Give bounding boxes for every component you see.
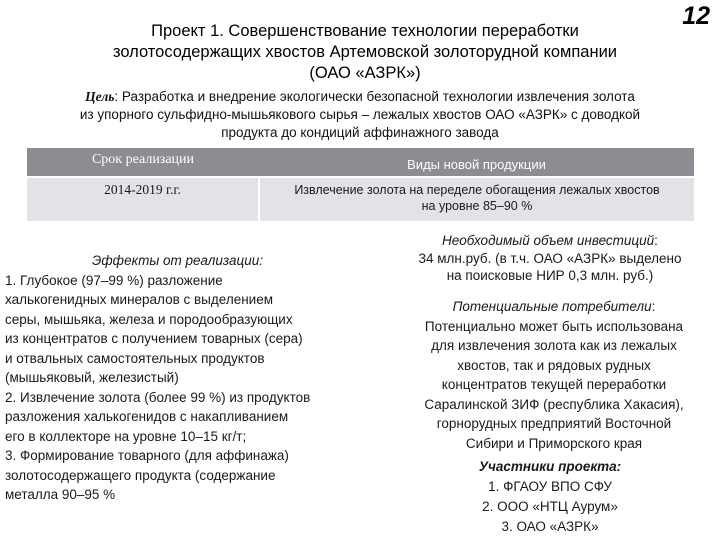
consumers-line: Потенциально может быть использована (424, 318, 684, 334)
table-row (27, 177, 694, 221)
participant-item: 2. ООО «НТЦ Аурум» (482, 499, 618, 514)
effects-line: его в коллекторе на уровне 10–15 кг/т; (5, 428, 247, 444)
goal-text: : Разработка и внедрение экологически безопасной технологии извлечения золота (114, 89, 635, 104)
effects-line: и отвальных самостоятельных продуктов (5, 350, 265, 366)
consumers-title: Потенциальные потребители (452, 299, 652, 314)
participants-title: Участники проекта: (478, 459, 622, 474)
cell-period: 2014-2019 г.г. (27, 177, 259, 221)
cell-products-line: Извлечение золота на переделе обогащения лежалых хвостов (294, 183, 660, 197)
consumers-line: концентратов текущей переработки (441, 377, 667, 392)
header-products: Виды новой продукции (259, 148, 694, 177)
investments-line: 34 млн.руб. (в т.ч. ОАО «АЗРК» выделено (418, 250, 682, 266)
participants-block (400, 457, 700, 537)
consumers-line: для извлечения золота как из лежалых (431, 338, 677, 353)
investments-line: на поисковые НИР 0,3 млн. руб.) (446, 268, 654, 283)
investments-heading (383, 232, 717, 250)
table-header-row (27, 148, 694, 177)
consumers-line: горнорудных предприятий Восточной (436, 416, 672, 431)
effects-line: золотосодержащего продукта (содержание (5, 467, 276, 483)
effects-line: металла 90–95 % (5, 487, 116, 502)
participant-item: 3. ОАО «АЗРК» (501, 519, 599, 534)
title-line: золотосодержащих хвостов Артемовской золоторудной компании (112, 43, 618, 61)
consumers-line: Сибири и Приморского края (465, 435, 643, 451)
goal-line (6, 88, 714, 106)
effects-heading (0, 251, 390, 271)
effects-line: 1. Глубокое (97–99 %) разложение (5, 272, 223, 288)
investments-title-suffix: : (654, 233, 658, 248)
goal-line: из упорного сульфидно-мышьякового сырья – лежалых хвостов ОАО «АЗРК» с доводкой (79, 107, 641, 122)
consumers-heading (388, 297, 720, 317)
effects-title-suffix: : (259, 253, 264, 268)
goal-label: Цель (85, 89, 115, 104)
goal-line: продукта до кондиций аффинажного завода (221, 125, 499, 140)
slide-title (30, 21, 700, 84)
effects-line: 2. Извлечение золота (более 99 %) из продуктов (5, 389, 311, 405)
consumers-title-suffix: : (651, 299, 656, 314)
effects-line: халькогенидных минералов с выделением (5, 292, 273, 307)
investments-title: Необходимый объем инвестиций (442, 233, 655, 248)
effects-line: (мышьяковый, железистый) (5, 370, 179, 385)
investments-block (383, 232, 717, 285)
cell-products-line: на уровне 85–90 % (421, 199, 533, 213)
consumers-line: Саралинской ЗИФ (республика Хакасия), (424, 396, 684, 412)
consumers-block (388, 297, 720, 453)
cell-products (259, 177, 694, 221)
consumers-line: хвостов, так и рядовых рудных (457, 357, 651, 373)
effects-block (0, 251, 390, 505)
goal-paragraph (6, 88, 714, 142)
participant-item: 1. ФГАОУ ВПО СФУ (488, 479, 612, 494)
header-period: Срок реализации (27, 148, 259, 177)
effects-line: из концентратов с получением товарных (сера) (5, 331, 303, 346)
effects-line: разложения халькогенидов с накапливанием (5, 409, 289, 424)
effects-line: 3. Формирование товарного (для аффинажа) (5, 448, 289, 463)
title-line: Проект 1. Совершенствование технологии переработки (151, 22, 579, 40)
slide-number: 12 (682, 2, 710, 30)
effects-title: Эффекты от реализации (92, 253, 260, 268)
effects-line: серы, мышьяка, железа и породообразующих (5, 311, 293, 327)
title-line: (ОАО «АЗРК») (309, 64, 421, 82)
project-info-table (27, 148, 694, 221)
